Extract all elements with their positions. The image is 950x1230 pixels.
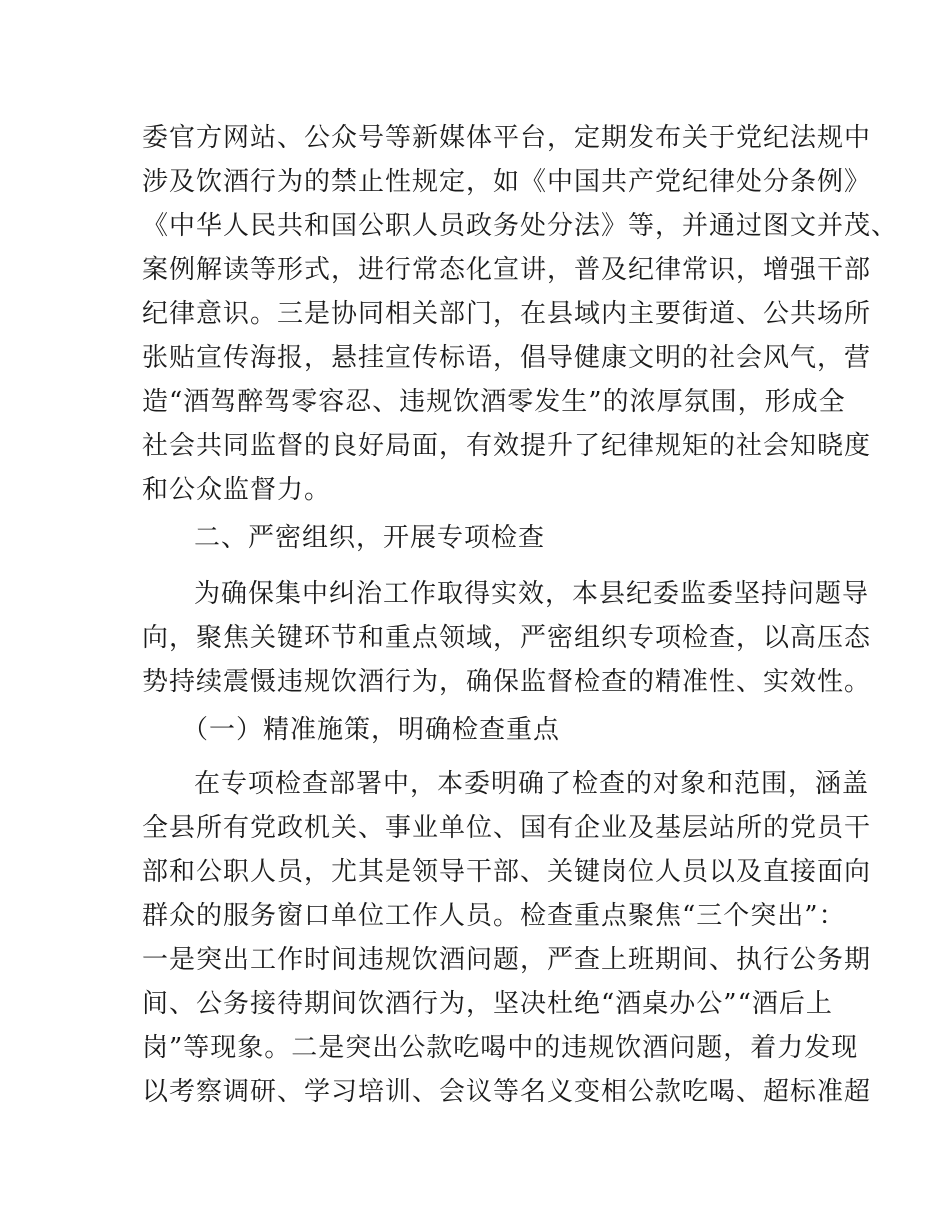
- body-paragraph-2: [142, 572, 872, 704]
- text-line: 和公众监督力。: [142, 475, 332, 505]
- text-line: 张贴宣传海报，悬挂宣传标语，倡导健康文明的社会风气，营: [142, 343, 872, 373]
- text-line: 纪律意识。三是协同相关部门，在县域内主要街道、公共场所: [142, 299, 872, 329]
- subsection-heading-text: （一）精准施策，明确检查重点: [182, 715, 561, 745]
- text-line: 全县所有党政机关、事业单位、国有企业及基层站所的党员干: [142, 813, 872, 843]
- text-line: 一是突出工作时间违规饮酒问题，严查上班期间、执行公务期: [142, 945, 872, 975]
- text-line: 势持续震慑违规饮酒行为，确保监督检查的精准性、实效性。: [142, 667, 872, 697]
- text-line: 部和公职人员，尤其是领导干部、关键岗位人员以及直接面向: [142, 857, 872, 887]
- text-line: 向，聚焦关键环节和重点领域，严密组织专项检查，以高压态: [142, 623, 872, 653]
- section-heading-text: 二、严密组织，开展专项检查: [194, 523, 546, 553]
- subsection-heading-1: [142, 708, 814, 752]
- text-line: 《中华人民共和国公职人员政务处分法》等，并通过图文并茂、: [142, 211, 899, 241]
- text-line: 间、公务接待期间饮酒行为，坚决杜绝“酒桌办公”“酒后上: [142, 989, 833, 1019]
- text-line: 社会共同监督的良好局面，有效提升了纪律规矩的社会知晓度: [142, 431, 872, 461]
- text-line: 涉及饮酒行为的禁止性规定，如《中国共产党纪律处分条例》: [142, 167, 872, 197]
- text-line: 岗”等现象。二是突出公款吃喝中的违规饮酒问题，着力发现: [142, 1033, 859, 1063]
- text-line: 以考察调研、学习培训、会议等名义变相公款吃喝、超标准超: [142, 1077, 872, 1107]
- text-line: 委官方网站、公众号等新媒体平台，定期发布关于党纪法规中: [142, 123, 872, 153]
- text-line: 为确保集中纠治工作取得实效，本县纪委监委坚持问题导: [194, 579, 870, 609]
- body-paragraph-1: [142, 116, 899, 512]
- text-line: 造“酒驾醉驾零容忍、违规饮酒零发生”的浓厚氛围，形成全: [142, 387, 846, 417]
- text-line: 在专项检查部署中，本委明确了检查的对象和范围，涵盖: [194, 769, 870, 799]
- text-line: 群众的服务窗口单位工作人员。检查重点聚焦“三个突出”：: [142, 901, 846, 931]
- section-heading-2: [142, 516, 814, 560]
- text-line: 案例解读等形式，进行常态化宣讲，普及纪律常识，增强干部: [142, 255, 872, 285]
- body-paragraph-3: [142, 762, 872, 1114]
